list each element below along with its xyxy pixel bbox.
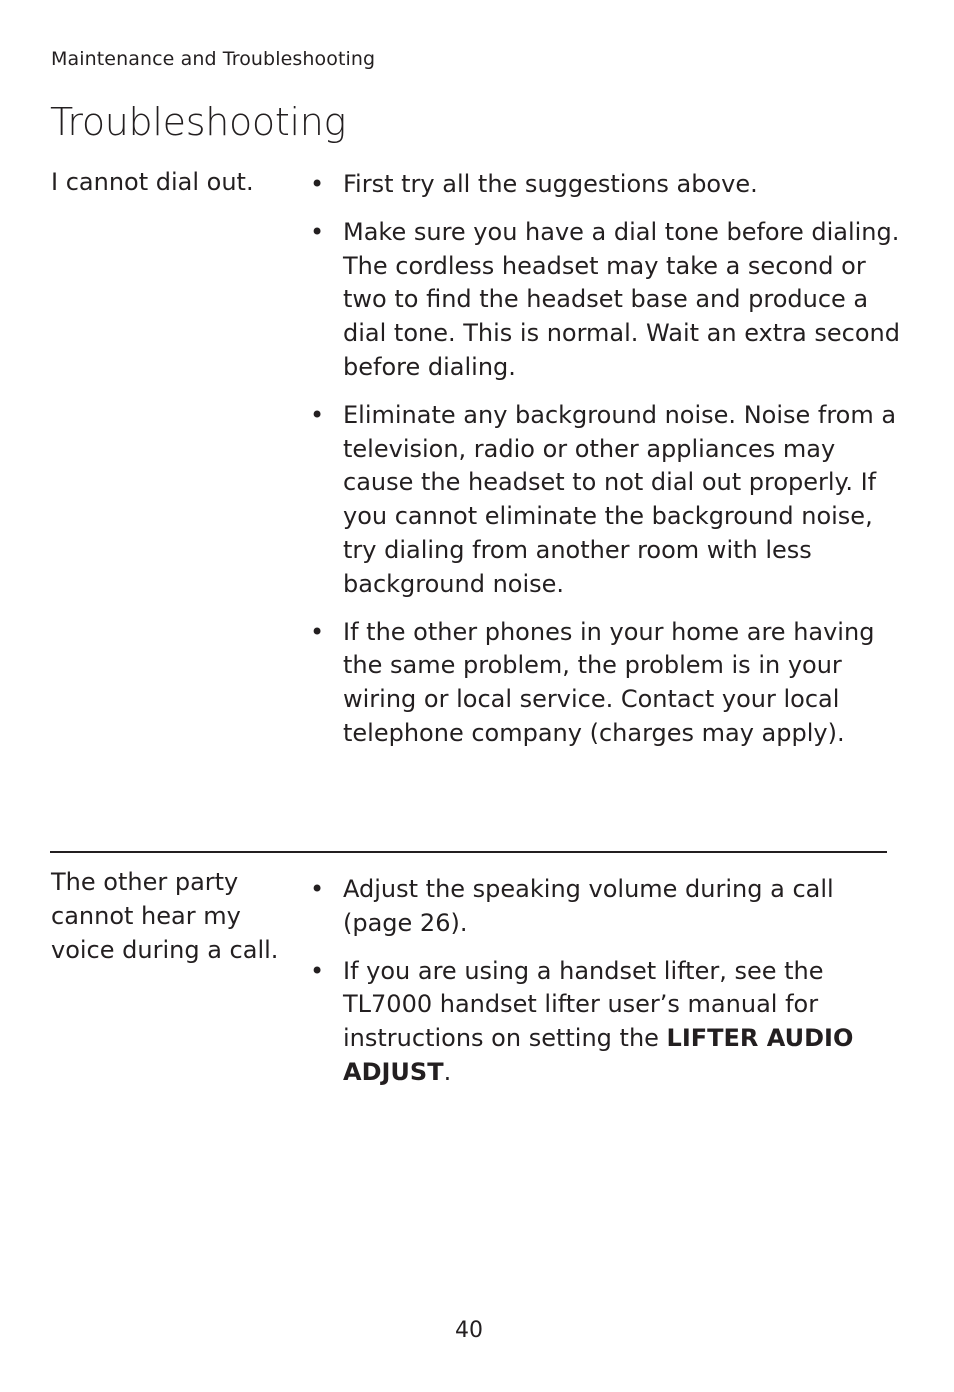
solutions-dial-out bbox=[310, 168, 900, 765]
list-item: • Eliminate any background noise. Noise from a television, radio or other appliances may cause the headset to not dial out properly. If you cannot eliminate the background noise, try dialing from another room with less background noise. bbox=[310, 400, 897, 598]
section-header: Maintenance and Troubleshooting bbox=[51, 48, 376, 70]
page-title: Troubleshooting bbox=[50, 100, 347, 144]
bullet-icon: • bbox=[310, 617, 325, 646]
problem-dial-out: I cannot dial out. bbox=[51, 168, 254, 196]
bullet-icon: • bbox=[310, 875, 325, 903]
bullet-icon: • bbox=[310, 170, 325, 198]
problem-cannot-hear: The other party cannot hear my voice during a call. bbox=[51, 868, 279, 964]
bullet-icon: • bbox=[310, 956, 325, 985]
lifter-audio-adjust-label: LIFTER AUDIO ADJUST bbox=[343, 1024, 854, 1086]
list-item: • If the other phones in your home are having the same problem, the problem is in your wiring or local service. Contact your local telephone company (charges may apply). bbox=[310, 617, 875, 747]
list-item: • First try all the suggestions above. bbox=[310, 168, 900, 202]
list-item: • Make sure you have a dial tone before dialing. The cordless headset may take a second or two to find the headset base and produce a dial tone. This is normal. Wait an extra second before dialing. bbox=[310, 217, 900, 381]
bullet-icon: • bbox=[310, 217, 325, 246]
solutions-cannot-hear bbox=[310, 873, 900, 1104]
list-item: • Adjust the speaking volume during a call (page 26). bbox=[310, 875, 834, 937]
bullet-icon: • bbox=[310, 400, 325, 429]
row-divider bbox=[50, 851, 887, 853]
page-number: 40 bbox=[455, 1318, 483, 1343]
list-item: • If you are using a handset lifter, see the TL7000 handset lifter user’s manual for instructions on setting the LIFTER AUDIO ADJUST. bbox=[310, 956, 854, 1086]
